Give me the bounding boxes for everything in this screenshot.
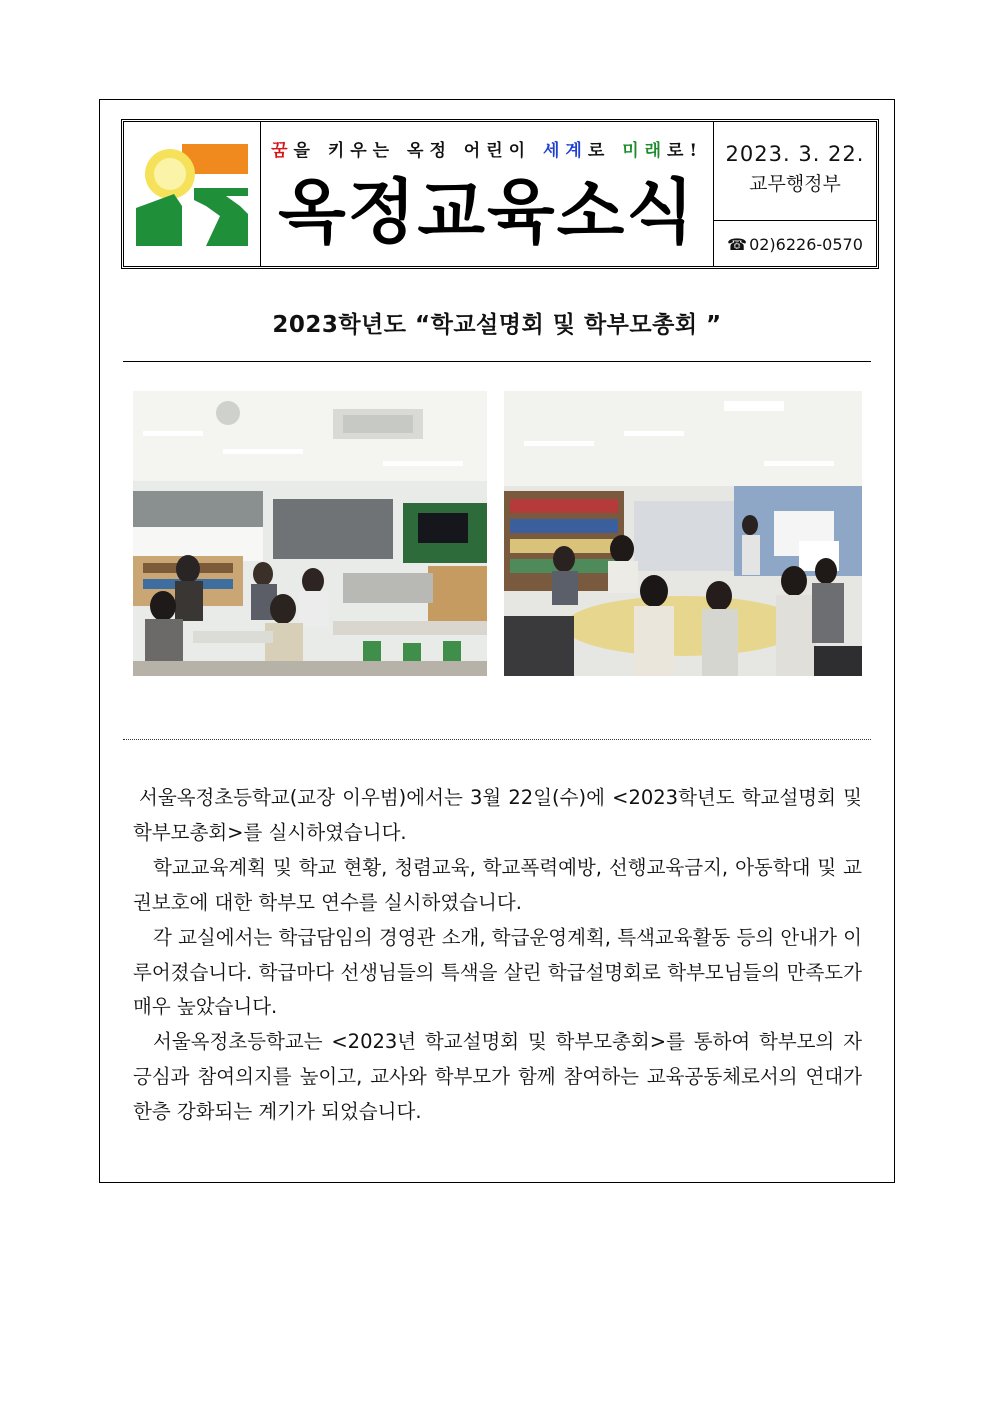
department: 교무행정부 bbox=[749, 173, 841, 195]
slogan-part: 로! bbox=[667, 141, 703, 161]
logo-cell bbox=[124, 122, 261, 266]
info-cell bbox=[714, 122, 876, 266]
phone-number: 02)6226-0570 bbox=[749, 234, 863, 254]
article-headline: 2023학년도 “학교설명회 및 학부모총회 ” bbox=[272, 312, 722, 338]
classroom-briefing-photo bbox=[133, 391, 487, 676]
phone-icon: ☎ bbox=[727, 234, 748, 254]
slogan-part: 꿈 bbox=[271, 141, 294, 161]
article-paragraph: 각 교실에서는 학급담임의 경영관 소개, 학급운영계획, 특색교육활동 등의 안내가 이루어졌습니다. 학급마다 선생님들의 특색을 살린 학급설명회로 학부모님들의 만족도가 매우 높았습니다. bbox=[133, 925, 862, 1019]
slogan bbox=[261, 136, 713, 161]
newsletter-title: 옥정교육소식 bbox=[278, 171, 696, 253]
article-paragraph: 서울옥정초등학교(교장 이우범)에서는 3월 22일(수)에 <2023학년도 학교설명회 및 학부모총회>를 실시하였습니다. bbox=[133, 786, 862, 844]
article-paragraph: 서울옥정초등학교는 <2023년 학교설명회 및 학부모총회>를 통하여 학부모의 자긍심과 참여의지를 높이고, 교사와 학부모가 함께 참여하는 교육공동체로서의 연대가 한층 강화되는 계기가 되었습니다. bbox=[133, 1030, 862, 1124]
section-divider bbox=[123, 739, 871, 740]
article-paragraph: 학교교육계획 및 학교 현황, 청렴교육, 학교폭력예방, 선행교육금지, 아동학대 및 교권보호에 대한 학부모 연수를 실시하였습니다. bbox=[133, 855, 862, 914]
phone-block bbox=[714, 221, 876, 267]
slogan-part: 로 bbox=[587, 141, 623, 161]
masthead bbox=[121, 119, 879, 269]
title-cell bbox=[261, 122, 714, 266]
library-meeting-photo bbox=[504, 391, 862, 676]
headline-divider bbox=[123, 361, 871, 362]
slogan-part: 미래 bbox=[622, 141, 668, 161]
date-block bbox=[714, 122, 876, 221]
slogan-part: 세계 bbox=[542, 141, 588, 161]
school-logo-icon bbox=[136, 136, 248, 250]
article-body bbox=[133, 781, 862, 1130]
slogan-part: 을 키우는 옥정 어린이 bbox=[293, 141, 543, 161]
issue-date: 2023. 3. 22. bbox=[725, 142, 865, 166]
